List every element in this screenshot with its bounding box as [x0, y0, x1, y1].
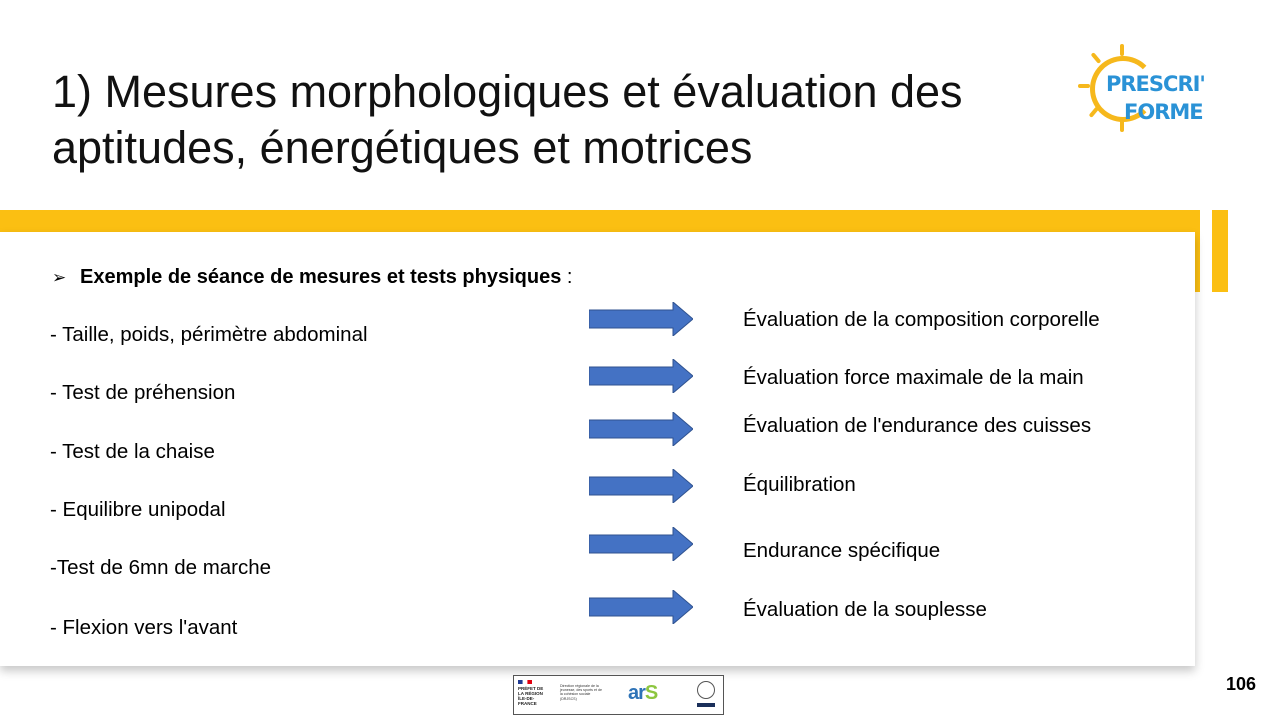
- result-item: Évaluation force maximale de la main: [743, 366, 1084, 389]
- seal-icon: [697, 681, 715, 699]
- french-flag-icon: [518, 680, 532, 684]
- test-item: - Test de préhension: [50, 381, 236, 404]
- sun-ray-icon: [1089, 106, 1100, 118]
- arrow-bullet-icon: ➢: [52, 268, 67, 287]
- accent-bar: [1212, 210, 1228, 292]
- test-item: - Equilibre unipodal: [50, 498, 226, 521]
- result-item: Équilibration: [743, 473, 856, 496]
- right-arrow-icon: [589, 302, 693, 336]
- right-arrow-icon: [589, 469, 693, 503]
- right-arrow-icon: [589, 412, 693, 446]
- sun-ray-icon: [1120, 44, 1124, 56]
- logo-text-line2: FORME: [1124, 100, 1203, 124]
- test-item: - Test de la chaise: [50, 440, 215, 463]
- section-heading: [52, 263, 572, 292]
- heading-suffix: :: [561, 266, 573, 288]
- test-item: - Taille, poids, périmètre abdominal: [50, 323, 368, 346]
- seal-bar: [697, 703, 715, 707]
- right-arrow-icon: [589, 359, 693, 393]
- right-arrow-icon: [589, 590, 693, 624]
- page-number: 106: [1226, 674, 1257, 694]
- result-item: Évaluation de l'endurance des cuisses: [743, 414, 1092, 437]
- ars-logo: [628, 682, 657, 705]
- result-item: Évaluation de la composition corporelle: [743, 308, 1100, 331]
- accent-band: [0, 210, 1200, 232]
- result-item: Évaluation de la souplesse: [743, 598, 987, 621]
- ars-logo-part2: S: [644, 682, 658, 704]
- prefet-label: PRÉFET DE LA RÉGION ÎLE-DE-FRANCE: [518, 686, 544, 706]
- agency-label: Direction régionale de la jeunesse, des sports et de la cohésion sociale (DRJSCS): [560, 684, 602, 701]
- partner-logos: [513, 675, 724, 715]
- result-item: Endurance spécifique: [743, 539, 941, 562]
- test-item: - Flexion vers l'avant: [50, 616, 238, 639]
- slide-title: 1) Mesures morphologiques et évaluation des aptitudes, énergétiques et motrices: [52, 66, 963, 173]
- sun-ray-icon: [1078, 84, 1090, 88]
- test-item: -Test de 6mn de marche: [50, 556, 272, 579]
- sun-ray-icon: [1091, 52, 1102, 64]
- ars-logo-part1: ar: [628, 682, 645, 704]
- logo-text-line1: PRESCRI': [1106, 72, 1205, 96]
- prescriforme-logo: [1082, 44, 1222, 134]
- right-arrow-icon: [589, 527, 693, 561]
- heading-bold: Exemple de séance de mesures et tests physiques: [80, 266, 562, 288]
